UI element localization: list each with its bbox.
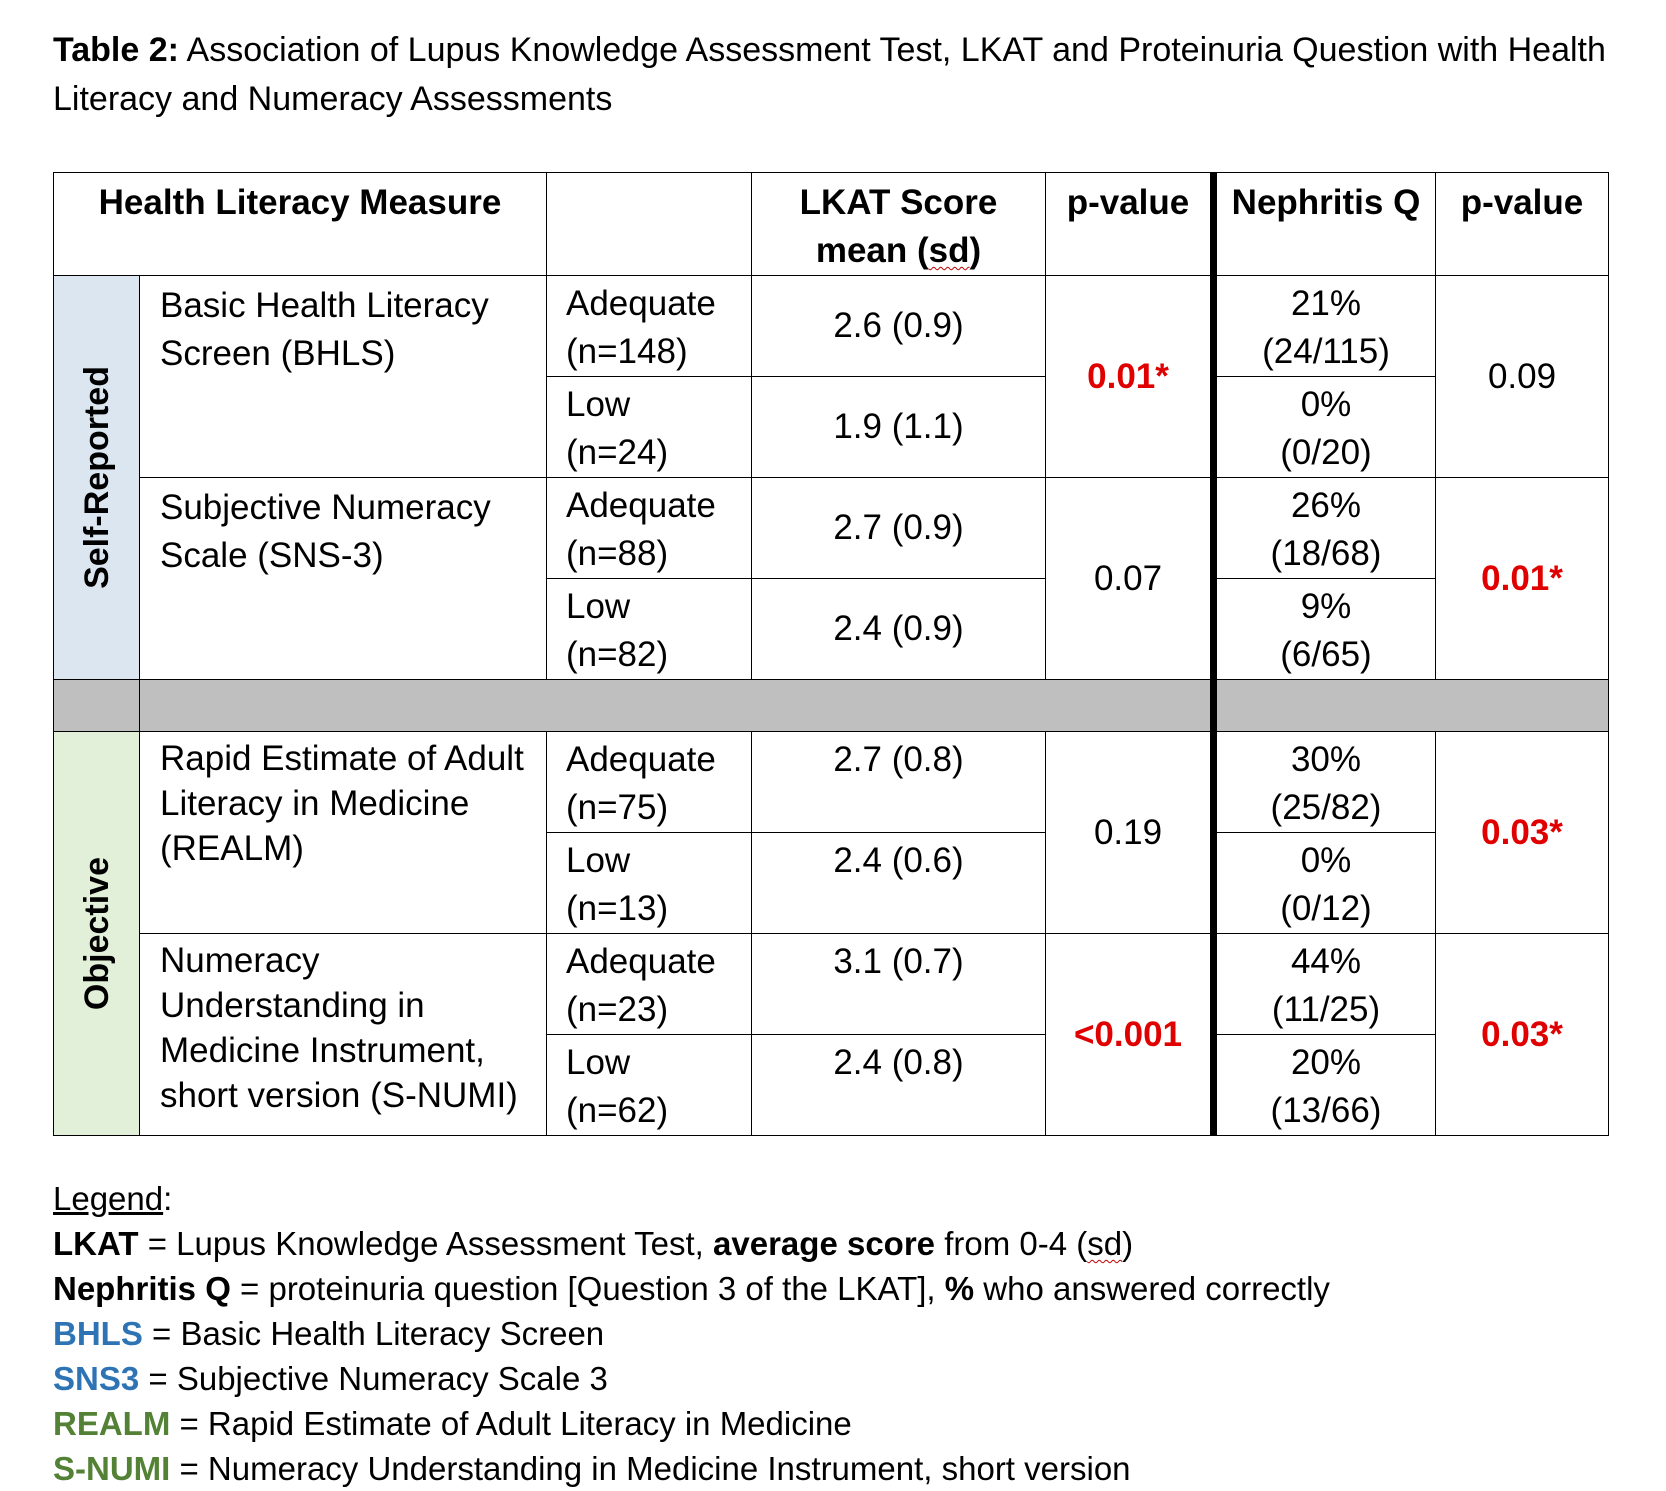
legend-realm: REALM = Rapid Estimate of Adult Literacy in Medicine — [53, 1405, 852, 1442]
lkat-score: 3.1 (0.7) — [752, 934, 1046, 1035]
nephritis-value: 0% (0/20) — [1214, 377, 1436, 478]
nephritis-value: 44% (11/25) — [1214, 934, 1436, 1035]
legend-snumi: S-NUMI = Numeracy Understanding in Medicine Instrument, short version — [53, 1450, 1131, 1487]
level-low: Low (n=82) — [547, 579, 752, 680]
lkat-score: 2.4 (0.9) — [752, 579, 1046, 680]
caption-text: Association of Lupus Knowledge Assessment Test, LKAT and Proteinuria Question with Health Literacy and Numeracy Assessments — [53, 31, 1606, 118]
level-adequate: Adequate (n=148) — [547, 276, 752, 377]
measure-snumi: Numeracy Understanding in Medicine Instrument, short version (S-NUMI) — [140, 934, 547, 1136]
measure-sns: Subjective Numeracy Scale (SNS-3) — [140, 478, 547, 680]
separator-row — [54, 680, 1609, 732]
legend-nephritis: Nephritis Q = proteinuria question [Question 3 of the LKAT], % who answered correctly — [53, 1270, 1330, 1307]
table-caption — [53, 26, 1613, 124]
p-value-nephritis: 0.09 — [1436, 276, 1609, 478]
legend-lkat: LKAT = Lupus Knowledge Assessment Test, average score from 0-4 (sd) — [53, 1225, 1134, 1262]
legend — [53, 1176, 1613, 1491]
p-value-nephritis: 0.03* — [1436, 934, 1609, 1136]
level-adequate: Adequate (n=23) — [547, 934, 752, 1035]
p-value-nephritis: 0.03* — [1436, 732, 1609, 934]
nephritis-value: 30% (25/82) — [1214, 732, 1436, 833]
caption-label: Table 2: — [53, 31, 179, 69]
nephritis-value: 20% (13/66) — [1214, 1035, 1436, 1136]
nephritis-value: 26% (18/68) — [1214, 478, 1436, 579]
separator-cell — [54, 680, 140, 732]
level-low: Low (n=62) — [547, 1035, 752, 1136]
lkat-score: 1.9 (1.1) — [752, 377, 1046, 478]
lkat-score: 2.7 (0.9) — [752, 478, 1046, 579]
table-row — [54, 276, 1609, 377]
separator-cell — [1214, 680, 1609, 732]
level-adequate: Adequate (n=75) — [547, 732, 752, 833]
header-nephritis: Nephritis Q — [1214, 173, 1436, 276]
p-value-lkat: 0.01* — [1046, 276, 1214, 478]
nephritis-value: 9% (6/65) — [1214, 579, 1436, 680]
lkat-score: 2.4 (0.8) — [752, 1035, 1046, 1136]
measure-realm: Rapid Estimate of Adult Literacy in Medicine (REALM) — [140, 732, 547, 934]
level-low: Low (n=24) — [547, 377, 752, 478]
p-value-lkat: <0.001 — [1046, 934, 1214, 1136]
legend-title: Legend: — [53, 1180, 173, 1217]
lkat-score: 2.7 (0.8) — [752, 732, 1046, 833]
results-table — [53, 172, 1609, 1136]
group-objective: Objective — [54, 732, 140, 1136]
group-self-reported: Self-Reported — [54, 276, 140, 680]
separator-cell — [140, 680, 1214, 732]
header-pvalue-nephritis: p-value — [1436, 173, 1609, 276]
level-low: Low (n=13) — [547, 833, 752, 934]
header-pvalue-lkat: p-value — [1046, 173, 1214, 276]
header-blank — [547, 173, 752, 276]
legend-bhls: BHLS = Basic Health Literacy Screen — [53, 1315, 605, 1352]
measure-bhls: Basic Health Literacy Screen (BHLS) — [140, 276, 547, 478]
lkat-score: 2.6 (0.9) — [752, 276, 1046, 377]
nephritis-value: 21% (24/115) — [1214, 276, 1436, 377]
p-value-nephritis: 0.01* — [1436, 478, 1609, 680]
table-row — [54, 478, 1609, 579]
header-row — [54, 173, 1609, 276]
p-value-lkat: 0.07 — [1046, 478, 1214, 680]
nephritis-value: 0% (0/12) — [1214, 833, 1436, 934]
header-measure: Health Literacy Measure — [54, 173, 547, 276]
header-lkat: LKAT Score mean (sd) — [752, 173, 1046, 276]
table-row — [54, 934, 1609, 1035]
p-value-lkat: 0.19 — [1046, 732, 1214, 934]
table-row — [54, 732, 1609, 833]
level-adequate: Adequate (n=88) — [547, 478, 752, 579]
lkat-score: 2.4 (0.6) — [752, 833, 1046, 934]
legend-sns: SNS3 = Subjective Numeracy Scale 3 — [53, 1360, 608, 1397]
